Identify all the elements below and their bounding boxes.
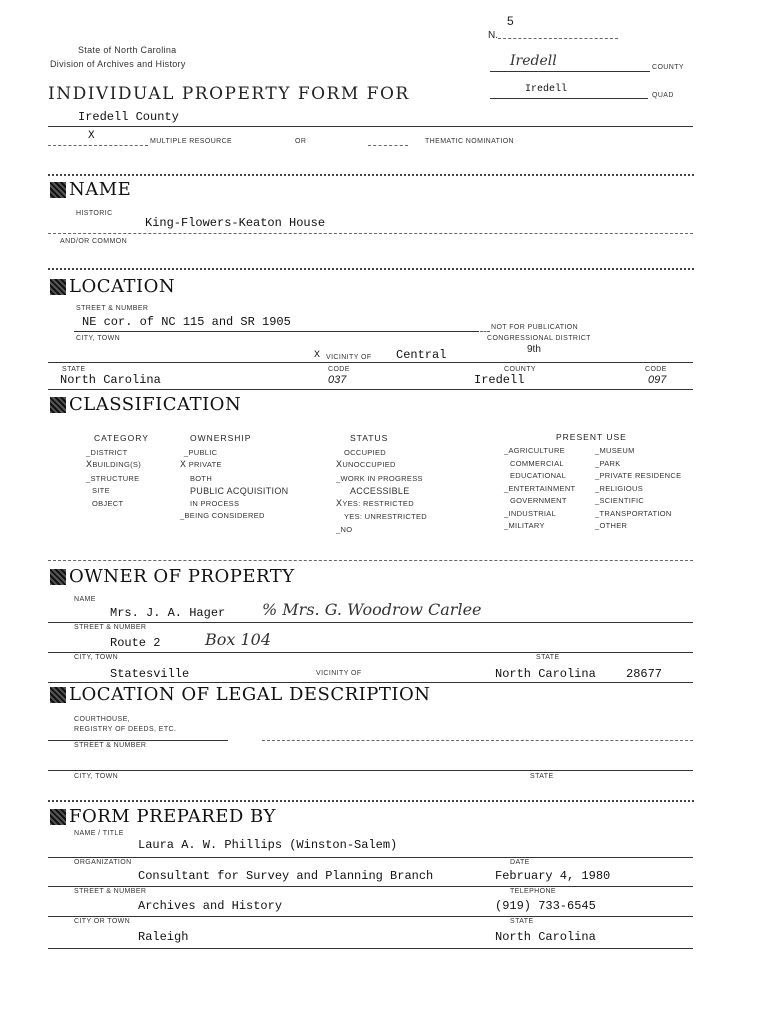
status-unoccupied[interactable]: XUNOCCUPIED	[336, 460, 396, 471]
owner-name-handwritten: % Mrs. G. Woodrow Carlee	[262, 600, 482, 619]
prepared-city-label: CITY OR TOWN	[74, 918, 131, 925]
owner-section-title	[50, 566, 295, 587]
use-private-residence[interactable]: _PRIVATE RESIDENCE	[595, 471, 682, 480]
owner-name-value: Mrs. J. A. Hager	[110, 606, 226, 620]
prepared-street-label: STREET & NUMBER	[74, 888, 147, 895]
prepared-state-label: STATE	[510, 918, 534, 925]
number-value: 5	[507, 14, 514, 28]
number-mark: N.	[488, 30, 498, 41]
owner-name-label: NAME	[74, 596, 96, 603]
city-label: CITY, TOWN	[76, 335, 121, 342]
category-header: CATEGORY	[94, 433, 149, 443]
courthouse-label: COURTHOUSE,	[74, 716, 130, 723]
congressional-label: CONGRESSIONAL DISTRICT	[487, 335, 591, 342]
status-accessible: ACCESSIBLE	[350, 486, 410, 496]
status-header: STATUS	[350, 433, 389, 443]
or-label: OR	[295, 138, 307, 145]
section-title-text: OWNER OF PROPERTY	[69, 566, 295, 587]
org-label: ORGANIZATION	[74, 859, 132, 866]
prepared-name-label: NAME / TITLE	[74, 830, 124, 837]
category-structure[interactable]: _STRUCTURE	[86, 473, 140, 483]
legal-street-label: STREET & NUMBER	[74, 742, 147, 749]
quad-value: Iredell	[525, 84, 568, 95]
category-building[interactable]: XBUILDING(S)	[86, 460, 142, 471]
legal-city-label: CITY, TOWN	[74, 773, 119, 780]
org-value: Consultant for Survey and Planning Branch	[138, 869, 434, 883]
owner-state-value: North Carolina	[495, 667, 596, 681]
category-district[interactable]: _DISTRICT	[86, 447, 128, 457]
county-label: COUNTY	[652, 64, 684, 71]
street-value: NE cor. of NC 115 and SR 1905	[82, 315, 291, 329]
vicinity-label: VICINITY OF	[326, 354, 372, 361]
vicinity-mark: X	[314, 350, 321, 361]
county-label-loc: COUNTY	[504, 366, 536, 373]
not-for-publication-label: NOT FOR PUBLICATION	[491, 324, 579, 331]
ownership-header: OWNERSHIP	[190, 433, 252, 443]
owner-state-label: STATE	[536, 654, 560, 661]
prepared-state-value: North Carolina	[495, 930, 596, 944]
use-commercial[interactable]: COMMERCIAL	[510, 458, 564, 468]
prepared-city-value: Raleigh	[138, 930, 189, 944]
status-yes-unrestricted[interactable]: YES: UNRESTRICTED	[344, 512, 428, 521]
section-marker-icon	[50, 397, 66, 413]
use-museum[interactable]: _MUSEUM	[595, 446, 635, 455]
county-handwritten: Iredell	[510, 53, 557, 69]
status-unoccupied-mark: X	[336, 460, 343, 471]
section-marker-icon	[50, 569, 66, 585]
name-section-title	[50, 179, 131, 200]
status-column	[336, 432, 427, 536]
phone-value: (919) 733-6545	[495, 899, 596, 913]
street-label: STREET & NUMBER	[76, 305, 149, 312]
legal-section-title	[50, 684, 431, 705]
section-title-text: LOCATION	[69, 276, 176, 297]
ownership-public-acquisition: PUBLIC ACQUISITION	[190, 486, 289, 496]
use-industrial[interactable]: _INDUSTRIAL	[504, 508, 557, 518]
section-marker-icon	[50, 687, 66, 703]
use-entertainment[interactable]: _ENTERTAINMENT	[504, 483, 576, 493]
thematic-label: THEMATIC NOMINATION	[425, 138, 515, 145]
owner-zip-value: 28677	[626, 667, 663, 681]
prepared-street-value: Archives and History	[138, 899, 283, 913]
form-title: INDIVIDUAL PROPERTY FORM FOR	[48, 84, 410, 104]
owner-city-label: CITY, TOWN	[74, 654, 119, 661]
use-park[interactable]: _PARK	[595, 458, 621, 468]
prepared-section-title	[50, 806, 276, 827]
state-value: North Carolina	[60, 373, 161, 387]
county-value: Iredell	[474, 373, 525, 387]
owner-street-handwritten: Box 104	[205, 630, 272, 649]
state-code-label: CODE	[328, 366, 350, 373]
category-object[interactable]: OBJECT	[92, 498, 124, 508]
date-value: February 4, 1980	[495, 869, 611, 883]
multiple-mark: X	[88, 130, 95, 142]
historic-label: HISTORIC	[76, 210, 113, 217]
use-scientific[interactable]: _SCIENTIFIC	[595, 496, 645, 505]
county-typed: Iredell County	[78, 110, 179, 124]
use-military[interactable]: _MILITARY	[504, 521, 545, 530]
present-use-column-1	[504, 445, 575, 533]
ownership-public[interactable]: _PUBLIC	[184, 447, 218, 457]
date-label: DATE	[510, 859, 530, 866]
use-government[interactable]: GOVERNMENT	[510, 496, 567, 505]
category-building-mark: X	[86, 460, 93, 471]
present-use-column-2	[595, 445, 681, 533]
congressional-value: 9th	[527, 344, 541, 355]
status-work-in-progress[interactable]: _WORK IN PROGRESS	[336, 473, 423, 483]
quad-label: QUAD	[652, 92, 674, 99]
ownership-being-considered[interactable]: _BEING CONSIDERED	[180, 511, 265, 520]
common-label: AND/OR COMMON	[60, 238, 128, 245]
ownership-in-process[interactable]: IN PROCESS	[190, 498, 240, 508]
section-marker-icon	[50, 279, 66, 295]
status-yes-restricted[interactable]: XYES: RESTRICTED	[336, 498, 414, 510]
status-restricted-mark: X	[336, 498, 343, 510]
phone-label: TELEPHONE	[510, 888, 556, 895]
owner-city-value: Statesville	[110, 667, 190, 681]
prepared-name-value: Laura A. W. Phillips (Winston-Salem)	[138, 838, 398, 852]
section-title-text: CLASSIFICATION	[69, 394, 242, 415]
division-line: Division of Archives and History	[50, 59, 186, 69]
county-code: 097	[648, 374, 667, 386]
status-no[interactable]: _NO	[336, 524, 353, 534]
use-other[interactable]: _OTHER	[595, 521, 628, 530]
registry-label: REGISTRY OF DEEDS, ETC.	[74, 726, 177, 733]
ownership-private-mark: X	[180, 460, 187, 471]
ownership-both[interactable]: BOTH	[190, 473, 213, 483]
section-marker-icon	[50, 809, 66, 825]
state-code: 037	[328, 374, 347, 386]
use-transportation[interactable]: _TRANSPORTATION	[595, 508, 672, 518]
present-use-header: PRESENT USE	[556, 432, 627, 442]
state-label: STATE	[62, 366, 86, 373]
ownership-private[interactable]: X PRIVATE	[180, 460, 222, 471]
state-line: State of North Carolina	[78, 45, 177, 55]
historic-value: King-Flowers-Keaton House	[145, 216, 326, 230]
section-title-text: LOCATION OF LEGAL DESCRIPTION	[69, 684, 431, 705]
owner-vicinity-label: VICINITY OF	[316, 670, 362, 677]
ownership-column	[180, 432, 288, 523]
owner-street-value: Route 2	[110, 636, 161, 650]
category-site[interactable]: SITE	[92, 486, 110, 495]
status-occupied[interactable]: OCCUPIED	[344, 447, 386, 457]
classification-section-title	[50, 394, 241, 415]
use-agriculture[interactable]: _AGRICULTURE	[504, 446, 565, 455]
location-section-title	[50, 276, 175, 297]
section-title-text: NAME	[69, 179, 132, 200]
county-code-label: CODE	[645, 366, 667, 373]
vicinity-value: Central	[396, 348, 447, 362]
section-marker-icon	[50, 182, 66, 198]
use-religious[interactable]: _RELIGIOUS	[595, 483, 644, 493]
category-column	[86, 432, 149, 510]
owner-street-label: STREET & NUMBER	[74, 624, 147, 631]
legal-state-label: STATE	[530, 773, 554, 780]
multiple-label: MULTIPLE RESOURCE	[150, 138, 233, 145]
use-educational[interactable]: EDUCATIONAL	[510, 471, 567, 480]
section-title-text: FORM PREPARED BY	[69, 806, 276, 827]
